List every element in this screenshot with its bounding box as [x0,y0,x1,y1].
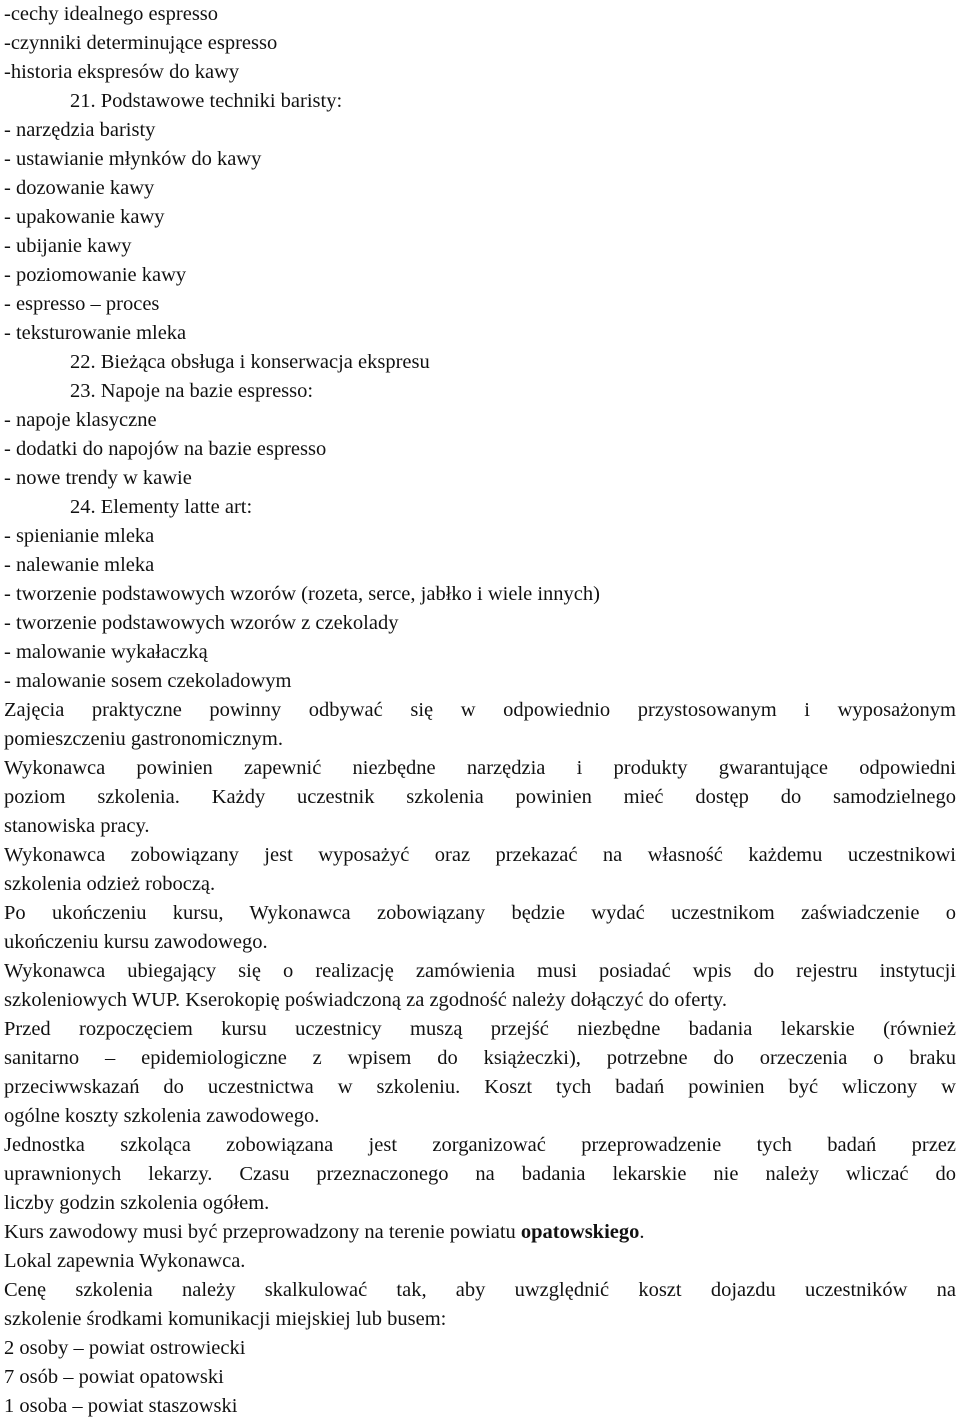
paragraph-line: Wykonawca powinien zapewnić niezbędne narzędzia i produkty gwarantujące odpowiedni [4,757,956,779]
outline-item: - ubijanie kawy [4,235,132,257]
outline-item: - upakowanie kawy [4,206,165,228]
paragraph-line: Cenę szkolenia należy skalkulować tak, aby uwzględnić koszt dojazdu uczestników na [4,1279,956,1301]
county-entry: 1 osoba – powiat staszowski [4,1395,238,1417]
paragraph-line: Lokal zapewnia Wykonawca. [4,1250,246,1272]
paragraph-practical-classes [4,696,956,754]
paragraph-wup-registry [4,957,956,1015]
outline-item: - napoje klasyczne [4,409,157,431]
county-entry: 7 osób – powiat opatowski [4,1366,224,1388]
course-outline [4,0,956,696]
paragraph-line: liczby godzin szkolenia ogółem. [4,1192,270,1214]
paragraph-medical-exams [4,1015,956,1131]
outline-item: - spienianie mleka [4,525,155,547]
paragraph-line: szkolenia odzież roboczą. [4,873,216,895]
outline-item: - malowanie wykałaczką [4,641,208,663]
outline-item: - tworzenie podstawowych wzorów z czekolady [4,612,399,634]
paragraph-certificate [4,899,956,957]
location-text: Kurs zawodowy musi być przeprowadzony na terenie powiatu [4,1221,521,1243]
outline-item: - tworzenie podstawowych wzorów (rozeta, serce, jabłko i wiele innych) [4,583,600,605]
paragraph-exam-organization [4,1131,956,1218]
paragraph-line: Wykonawca ubiegający się o realizację zamówienia musi posiadać wpis do rejestru instytucji [4,960,956,982]
paragraph-venue [4,1247,956,1276]
outline-item: - dodatki do napojów na bazie espresso [4,438,327,460]
location-suffix: . [639,1221,645,1243]
outline-item: -czynniki determinujące espresso [4,32,278,54]
paragraph-line: szkoleniowych WUP. Kserokopię poświadczoną za zgodność należy dołączyć do oferty. [4,989,727,1011]
paragraph-line: stanowiska pracy. [4,815,150,837]
outline-item: - dozowanie kawy [4,177,155,199]
outline-item: - malowanie sosem czekoladowym [4,670,292,692]
outline-item: - ustawianie młynków do kawy [4,148,262,170]
outline-item: -historia ekspresów do kawy [4,61,240,83]
paragraph-course-location [4,1218,956,1247]
paragraph-line: poziom szkolenia. Każdy uczestnik szkolenia powinien mieć dostęp do samodzielnego [4,786,956,808]
paragraph-line: ogólne koszty szkolenia zawodowego. [4,1105,320,1127]
outline-heading-21: 21. Podstawowe techniki baristy: [70,90,343,112]
outline-item: -cechy idealnego espresso [4,3,219,25]
outline-heading-23: 23. Napoje na bazie espresso: [70,380,314,402]
paragraph-line: Jednostka szkoląca zobowiązana jest zorganizować przeprowadzenie tych badań przez [4,1134,956,1156]
outline-item: - espresso – proces [4,293,160,315]
paragraph-line: ukończeniu kursu zawodowego. [4,931,268,953]
paragraph-line [4,1218,956,1247]
paragraph-line: szkolenie środkami komunikacji miejskiej lub busem: [4,1308,447,1330]
paragraph-line: przeciwwskazań do uczestnictwa w szkoleniu. Koszt tych badań powinien być wliczony w [4,1076,956,1098]
outline-item: - nalewanie mleka [4,554,155,576]
county-list [4,1334,956,1421]
document-page [4,0,956,1421]
outline-item: - teksturowanie mleka [4,322,187,344]
paragraph-line: sanitarno – epidemiologiczne z wpisem do książeczki), potrzebne do orzeczenia o braku [4,1047,956,1069]
paragraph-tools-products [4,754,956,841]
paragraph-travel-cost [4,1276,956,1334]
county-name-bold: opatowskiego [520,1221,640,1243]
paragraph-line: uprawnionych lekarzy. Czasu przeznaczonego na badania lekarskie nie należy wliczać do [4,1163,956,1185]
outline-heading-22: 22. Bieżąca obsługa i konserwacja ekspresu [70,351,430,373]
outline-item: - narzędzia baristy [4,119,156,141]
county-entry: 2 osoby – powiat ostrowiecki [4,1337,246,1359]
paragraph-line: Zajęcia praktyczne powinny odbywać się w odpowiednio przystosowanym i wyposażonym [4,699,956,721]
outline-item: - poziomowanie kawy [4,264,187,286]
paragraph-line: Wykonawca zobowiązany jest wyposażyć oraz przekazać na własność każdemu uczestnikowi [4,844,956,866]
paragraph-line: Przed rozpoczęciem kursu uczestnicy muszą przejść niezbędne badania lekarskie (również [4,1018,956,1040]
paragraph-line: pomieszczeniu gastronomicznym. [4,728,283,750]
paragraph-workwear [4,841,956,899]
paragraph-line: Po ukończeniu kursu, Wykonawca zobowiązany będzie wydać uczestnikom zaświadczenie o [4,902,956,924]
outline-item: - nowe trendy w kawie [4,467,192,489]
outline-heading-24: 24. Elementy latte art: [70,496,253,518]
